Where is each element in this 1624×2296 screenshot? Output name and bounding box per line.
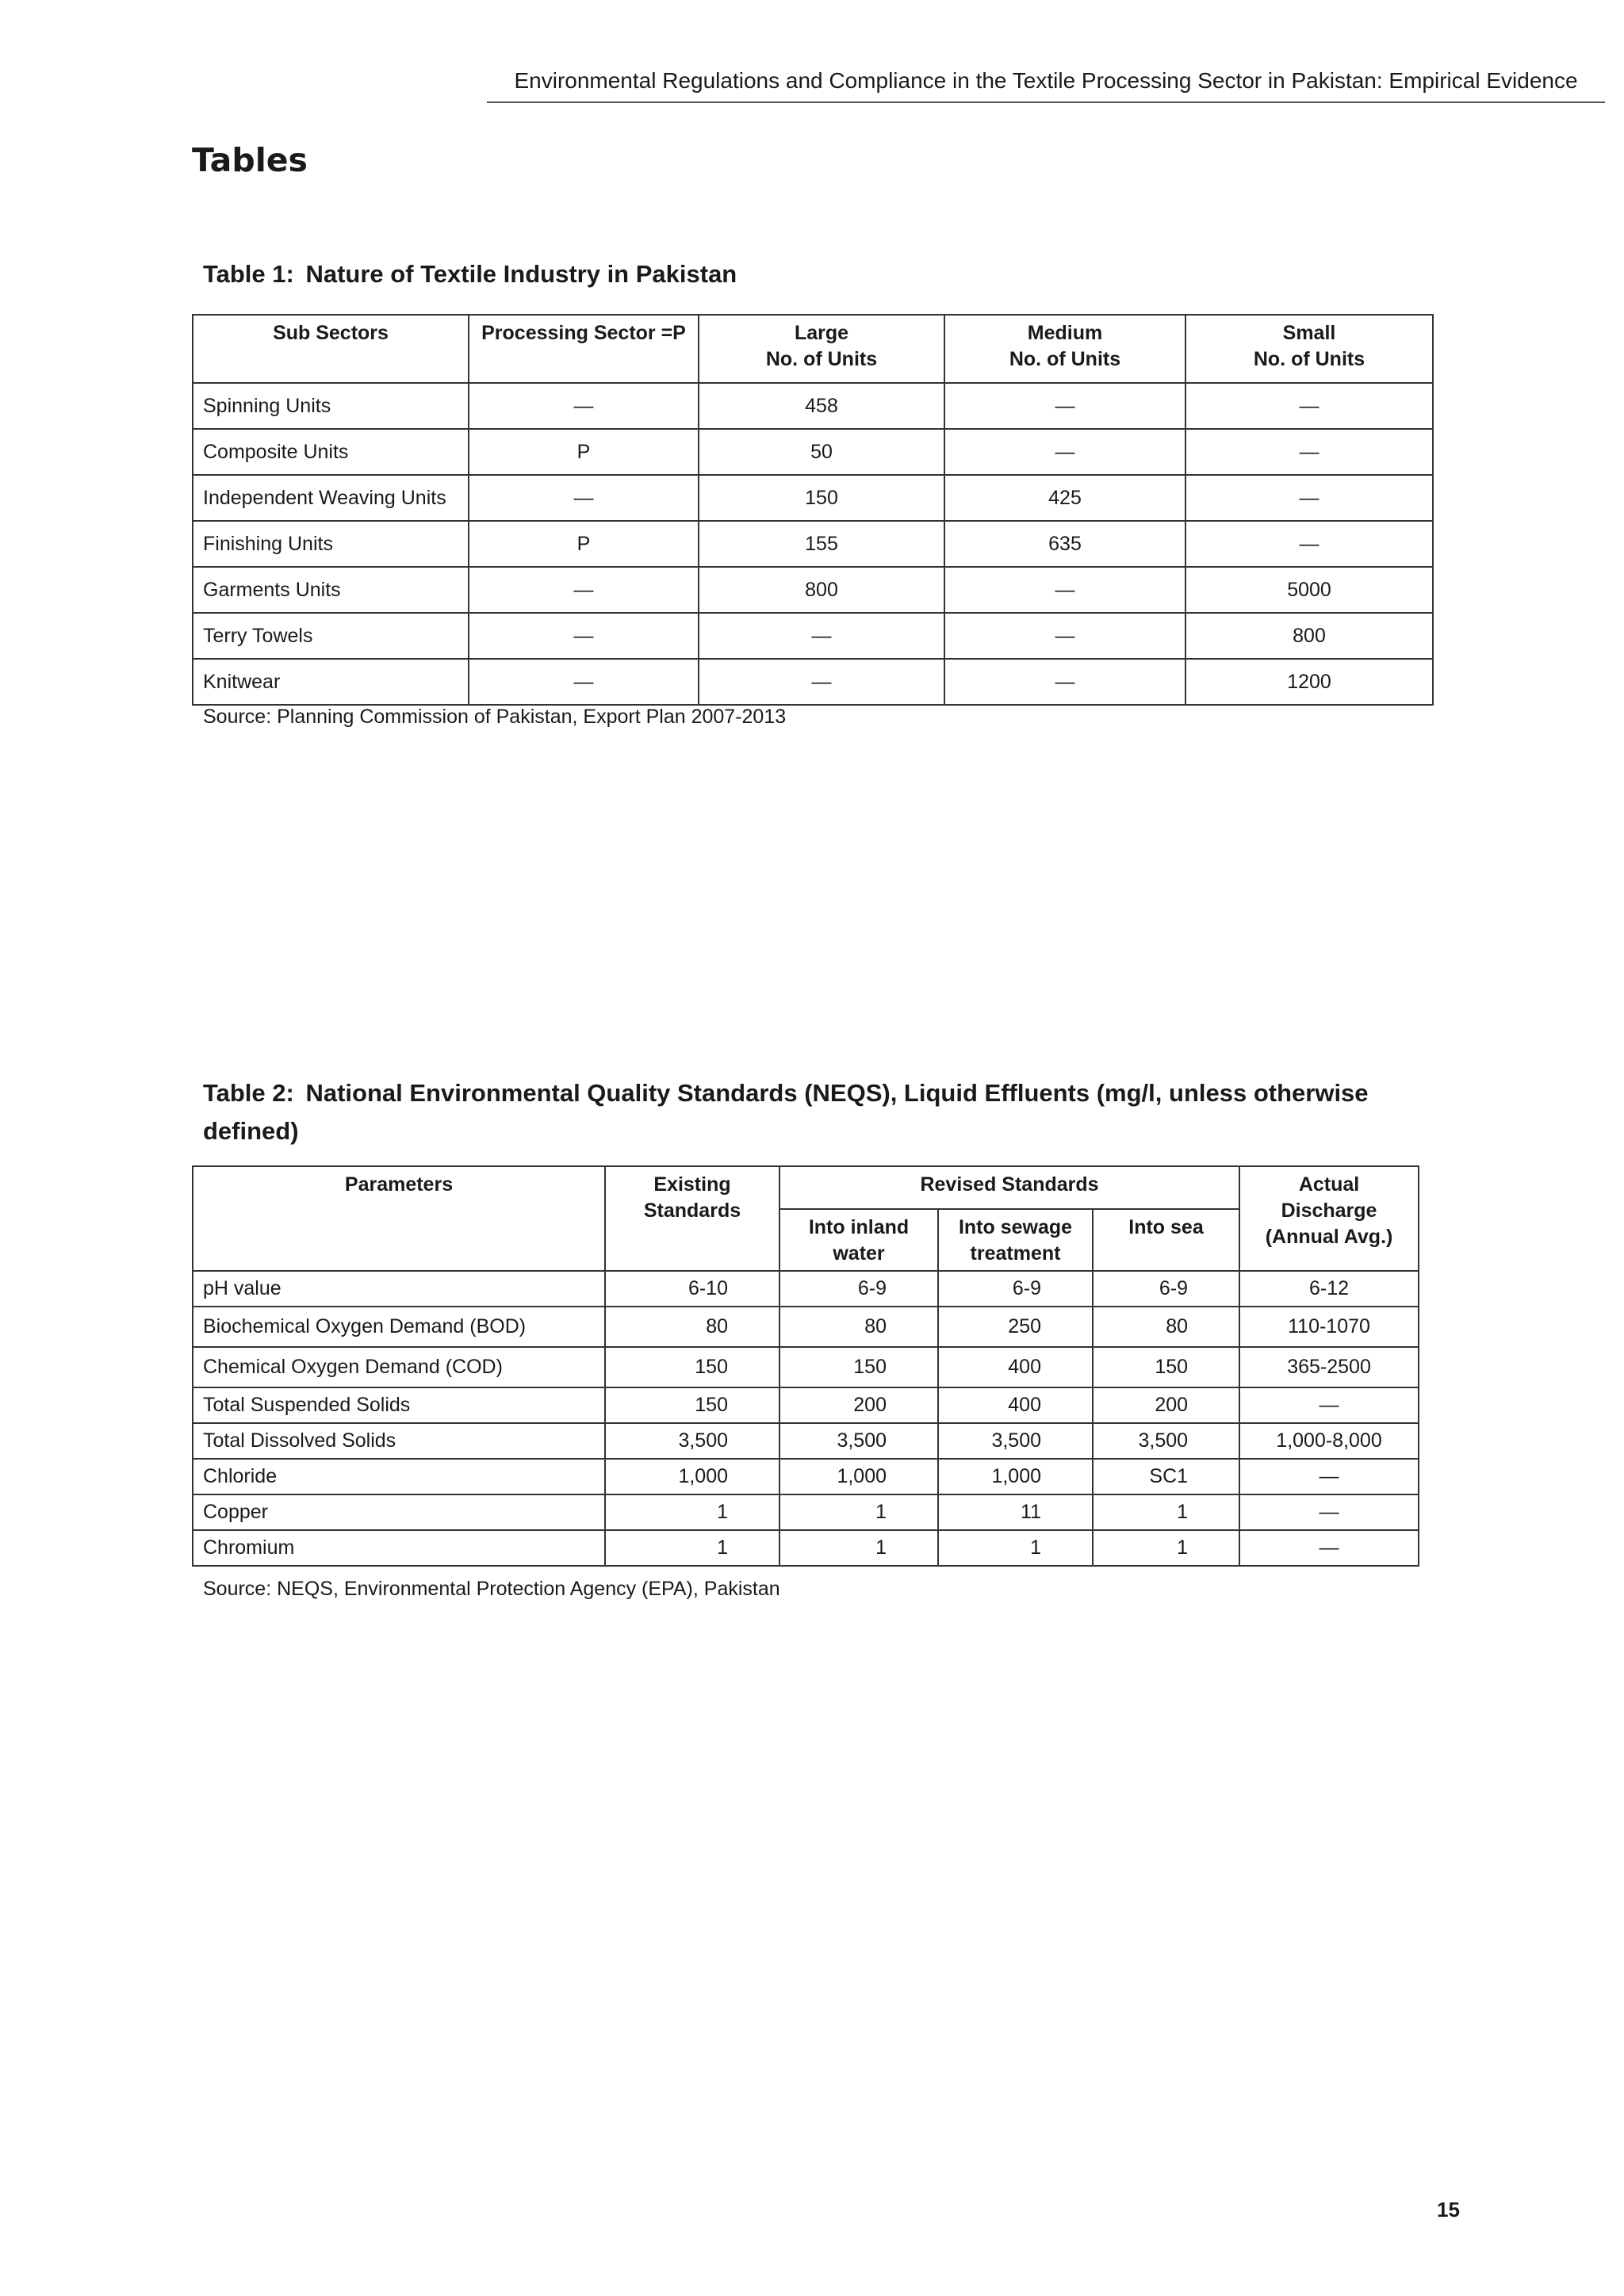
table-cell: 200 (1093, 1387, 1239, 1423)
table1-source: Source: Planning Commission of Pakistan, Export Plan 2007-2013 (203, 706, 787, 728)
t1-header-sub-sectors: Sub Sectors (193, 315, 469, 383)
table-cell: — (944, 659, 1185, 705)
table-cell: 3,500 (938, 1423, 1093, 1459)
table-cell: SC1 (1093, 1459, 1239, 1494)
table-row (193, 1494, 1419, 1530)
table1-caption-text: Nature of Textile Industry in Pakistan (305, 260, 737, 288)
table-cell: 1,000-8,000 (1239, 1423, 1419, 1459)
table-cell: Chemical Oxygen Demand (COD) (193, 1347, 605, 1387)
table2-caption-text: National Environmental Quality Standards (NEQS), Liquid Effluents (mg/l, unless otherwise defined) (203, 1079, 1369, 1145)
t1-header-large (699, 315, 944, 383)
table-cell: 800 (699, 567, 944, 613)
table-cell: 11 (938, 1494, 1093, 1530)
table-cell: — (944, 567, 1185, 613)
table2 (192, 1165, 1419, 1567)
table-cell: Chromium (193, 1530, 605, 1566)
table-cell: 150 (1093, 1347, 1239, 1387)
t2-header-sewage-line1: Into sewage (958, 1216, 1073, 1238)
table-cell: 80 (605, 1307, 779, 1347)
table-cell: 150 (605, 1387, 779, 1423)
table-cell: 80 (779, 1307, 938, 1347)
table-row (193, 475, 1433, 521)
table-cell: — (699, 613, 944, 659)
t2-header-sewage-line2: treatment (970, 1242, 1061, 1265)
table-cell: 150 (699, 475, 944, 521)
table-cell: 80 (1093, 1307, 1239, 1347)
t1-header-large-line1: Large (794, 322, 849, 344)
table-cell: Total Dissolved Solids (193, 1423, 605, 1459)
table-cell: 6-9 (1093, 1271, 1239, 1307)
table-cell: — (1239, 1494, 1419, 1530)
t2-header-inland (779, 1209, 938, 1271)
table-cell: 1 (779, 1494, 938, 1530)
table-cell: Independent Weaving Units (193, 475, 469, 521)
table-cell: — (1239, 1530, 1419, 1566)
t2-header-sewage (938, 1209, 1093, 1271)
t2-header-existing-line1: Existing (653, 1173, 731, 1196)
table-cell: Biochemical Oxygen Demand (BOD) (193, 1307, 605, 1347)
table-cell: 3,500 (779, 1423, 938, 1459)
table-cell: 6-9 (779, 1271, 938, 1307)
t2-header-parameters: Parameters (193, 1166, 605, 1271)
t1-header-large-line2: No. of Units (765, 348, 878, 370)
table-cell: 1,000 (605, 1459, 779, 1494)
table-cell: Terry Towels (193, 613, 469, 659)
table1 (192, 314, 1434, 706)
table-cell: — (944, 429, 1185, 475)
table-cell: 3,500 (1093, 1423, 1239, 1459)
table-cell: 6-9 (938, 1271, 1093, 1307)
t2-header-sea: Into sea (1093, 1209, 1239, 1271)
t2-header-existing (605, 1166, 779, 1271)
table-cell: 458 (699, 383, 944, 429)
table-cell: 1,000 (938, 1459, 1093, 1494)
table-cell: — (469, 383, 699, 429)
table-row (193, 429, 1433, 475)
t2-header-revised: Revised Standards (779, 1166, 1239, 1209)
table1-caption (203, 255, 737, 293)
table-cell: 1 (938, 1530, 1093, 1566)
table-cell: 800 (1185, 613, 1433, 659)
table-cell: 1 (1093, 1530, 1239, 1566)
t2-header-inland-line1: Into inland (808, 1216, 910, 1238)
table-row (193, 567, 1433, 613)
table-cell: — (1239, 1387, 1419, 1423)
table-cell: 150 (779, 1347, 938, 1387)
table-cell: P (469, 521, 699, 567)
table1-caption-number: Table 1: (203, 260, 294, 288)
table-cell: — (944, 613, 1185, 659)
table-cell: 5000 (1185, 567, 1433, 613)
table-row (193, 1271, 1419, 1307)
table-cell: — (1185, 521, 1433, 567)
t1-header-medium (944, 315, 1185, 383)
table-cell: 200 (779, 1387, 938, 1423)
table2-source: Source: NEQS, Environmental Protection Agency (EPA), Pakistan (203, 1578, 780, 1600)
t1-header-medium-line1: Medium (1027, 322, 1103, 344)
t2-header-actual-line2: (Annual Avg.) (1265, 1226, 1393, 1248)
t1-header-small-line2: No. of Units (1253, 348, 1365, 370)
table-cell: 155 (699, 521, 944, 567)
table-cell: 1200 (1185, 659, 1433, 705)
table-cell: Garments Units (193, 567, 469, 613)
table-cell: 1 (1093, 1494, 1239, 1530)
table-cell: Composite Units (193, 429, 469, 475)
table-cell: — (699, 659, 944, 705)
table-row (193, 1387, 1419, 1423)
table-cell: — (1185, 475, 1433, 521)
table2-caption-number: Table 2: (203, 1079, 294, 1107)
page-number: 15 (1437, 2198, 1460, 2221)
table-cell: 1,000 (779, 1459, 938, 1494)
table-row (193, 1459, 1419, 1494)
table-cell: Finishing Units (193, 521, 469, 567)
table-row (193, 1423, 1419, 1459)
table-row (193, 1347, 1419, 1387)
table-cell: 1 (605, 1530, 779, 1566)
table-cell: pH value (193, 1271, 605, 1307)
table-cell: P (469, 429, 699, 475)
table-row (193, 383, 1433, 429)
section-title: Tables (192, 141, 308, 179)
table-cell: — (1185, 429, 1433, 475)
t1-header-small (1185, 315, 1433, 383)
table-row (193, 613, 1433, 659)
table-cell: 150 (605, 1347, 779, 1387)
t2-header-actual-line1: Actual Discharge (1281, 1173, 1377, 1222)
table-cell: Knitwear (193, 659, 469, 705)
table-cell: 6-12 (1239, 1271, 1419, 1307)
table-cell: — (469, 475, 699, 521)
table-cell: 365-2500 (1239, 1347, 1419, 1387)
table-cell: Copper (193, 1494, 605, 1530)
table-cell: 6-10 (605, 1271, 779, 1307)
table-cell: 400 (938, 1387, 1093, 1423)
table-row (193, 659, 1433, 705)
running-header: Environmental Regulations and Compliance in the Textile Processing Sector in Pakistan: Empirical Evidence (487, 67, 1605, 103)
table-cell: Total Suspended Solids (193, 1387, 605, 1423)
table2-caption (203, 1074, 1440, 1150)
table1-header-row (193, 315, 1433, 383)
table-cell: Chloride (193, 1459, 605, 1494)
table-cell: 250 (938, 1307, 1093, 1347)
t2-header-inland-line2: water (833, 1242, 885, 1265)
table-cell: — (1185, 383, 1433, 429)
table-cell: — (1239, 1459, 1419, 1494)
table-cell: 1 (605, 1494, 779, 1530)
table-cell: 425 (944, 475, 1185, 521)
t2-header-existing-line2: Standards (643, 1200, 741, 1222)
t1-header-processing: Processing Sector =P (469, 315, 699, 383)
t2-header-actual (1239, 1166, 1419, 1271)
table-row (193, 521, 1433, 567)
table-cell: — (469, 567, 699, 613)
table-cell: Spinning Units (193, 383, 469, 429)
table-cell: 635 (944, 521, 1185, 567)
table-row (193, 1307, 1419, 1347)
table-cell: 3,500 (605, 1423, 779, 1459)
t1-header-small-line1: Small (1282, 322, 1336, 344)
table-cell: 1 (779, 1530, 938, 1566)
t1-header-medium-line2: No. of Units (1009, 348, 1121, 370)
table-cell: — (469, 659, 699, 705)
table-cell: 110-1070 (1239, 1307, 1419, 1347)
table-row (193, 1530, 1419, 1566)
table-cell: 400 (938, 1347, 1093, 1387)
table-cell: 50 (699, 429, 944, 475)
table-cell: — (469, 613, 699, 659)
table2-header-row (193, 1166, 1419, 1209)
table-cell: — (944, 383, 1185, 429)
